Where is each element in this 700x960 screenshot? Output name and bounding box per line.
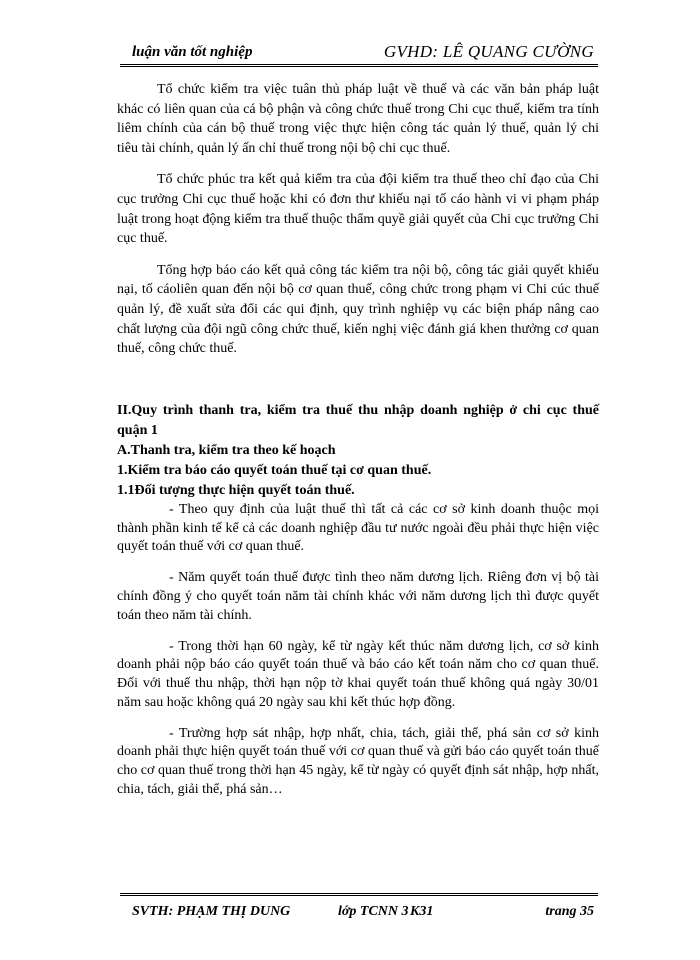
body-paragraph: Tổ chức kiểm tra việc tuân thủ pháp luật về thuế và các văn bản pháp luật khác có liên quan của cá bộ phận và công chức thuế trong Chi cục thuế, kiểm tra tính liêm chính của cán bộ thuế trong việc thực hiện công tác quản lý thuế, quản lý chi tiêu tài chính, quản lý ấn chỉ thuế trong nội bộ chi cục thuế. <box>117 82 599 156</box>
page-content <box>117 80 599 800</box>
dash-item: - Theo quy định của luật thuế thì tất cả các cơ sở kinh doanh thuộc mọi thành phần kinh tế kể cả các doanh nghiệp đầu tư nước ngoài đều phải thực hiện việc quyết toán thuế với cơ quan thuế. <box>117 501 599 555</box>
section-spacer <box>117 359 599 401</box>
section-heading-1-1: 1.1Đối tượng thực hiện quyết toán thuế. <box>117 482 355 498</box>
footer-student: SVTH: PHẠM THỊ DUNG <box>132 904 291 919</box>
dash-item: - Trong thời hạn 60 ngày, kể từ ngày kết thúc năm dương lịch, cơ sở kinh doanh phải nộp báo cáo quyết toán thuế và báo cáo kết toán năm cho cơ quan thuế. Đối với thuế thu nhập, thời hạn nộp tờ khai quyết toán thuế không quá ngày 30/01 năm sau hoặc không quá 20 ngày sau khi kết thúc hợp đồng. <box>117 638 599 710</box>
dash-item: - Năm quyết toán thuế được tình theo năm dương lịch. Riêng đơn vị bộ tài chính đồng ý cho quyết toán năm tài chính khác với năm dương lịch thì được quyết toán theo năm tài chính. <box>117 570 599 623</box>
header-advisor: GVHD: LÊ QUANG CƯỜNG <box>383 42 594 61</box>
page-footer <box>120 893 598 922</box>
dash-item: - Trường hợp sát nhập, hợp nhất, chia, tách, giải thể, phá sản cơ sở kinh doanh phải thực hiện quyết toán thuế với cơ quan thuế và gửi báo cáo quyết toán thuế cho cơ quan thuế trong thời hạn 45 ngày, kể từ ngày có quyết định sát nhập, hợp nhất, chia, tách, giải thể, phá sản… <box>117 725 599 798</box>
section-heading-a: A.Thanh tra, kiểm tra theo kế hoạch <box>117 442 336 458</box>
section-heading-1: 1.Kiểm tra báo cáo quyết toán thuế tại cơ quan thuế. <box>117 462 432 478</box>
body-paragraph: Tổng hợp báo cáo kết quả công tác kiểm tra nội bộ, công tác giải quyết khiếu nại, tố cáoliên quan đến nội bộ cơ quan thuế, công chức trong phạm vi Chi cúc thuế quản lý, đề xuất sửa đổi các qui định, quy trình nghiệp vụ các biện pháp nâng cao chất lượng của đội ngũ công chức thuế, kiến nghị việc đánh giá khen thưởng cơ quan thuế, công chức thuế. <box>117 262 599 357</box>
body-paragraph: Tổ chức phúc tra kết quả kiểm tra của đội kiểm tra thuế theo chỉ đạo của Chi cục trưởng Chi cục thuế hoặc khi có đơn thư khiếu nại tố cáo hành vi vi phạm pháp luật trong hoạt động kiểm tra thuế thuộc thẩm quyề giải quyết của Chi cục trưởng Chi cục thuế. <box>117 172 599 247</box>
header-thesis-label: luận văn tốt nghiệp <box>132 44 253 60</box>
footer-course: K31 <box>410 904 434 919</box>
footer-class: lớp TCNN 3 <box>338 904 409 919</box>
section-heading-ii: II.Quy trình thanh tra, kiểm tra thuế thu nhập doanh nghiệp ở chi cục thuế quận 1 <box>117 402 599 438</box>
page-header <box>120 34 598 67</box>
footer-page-number: trang 35 <box>545 904 594 919</box>
